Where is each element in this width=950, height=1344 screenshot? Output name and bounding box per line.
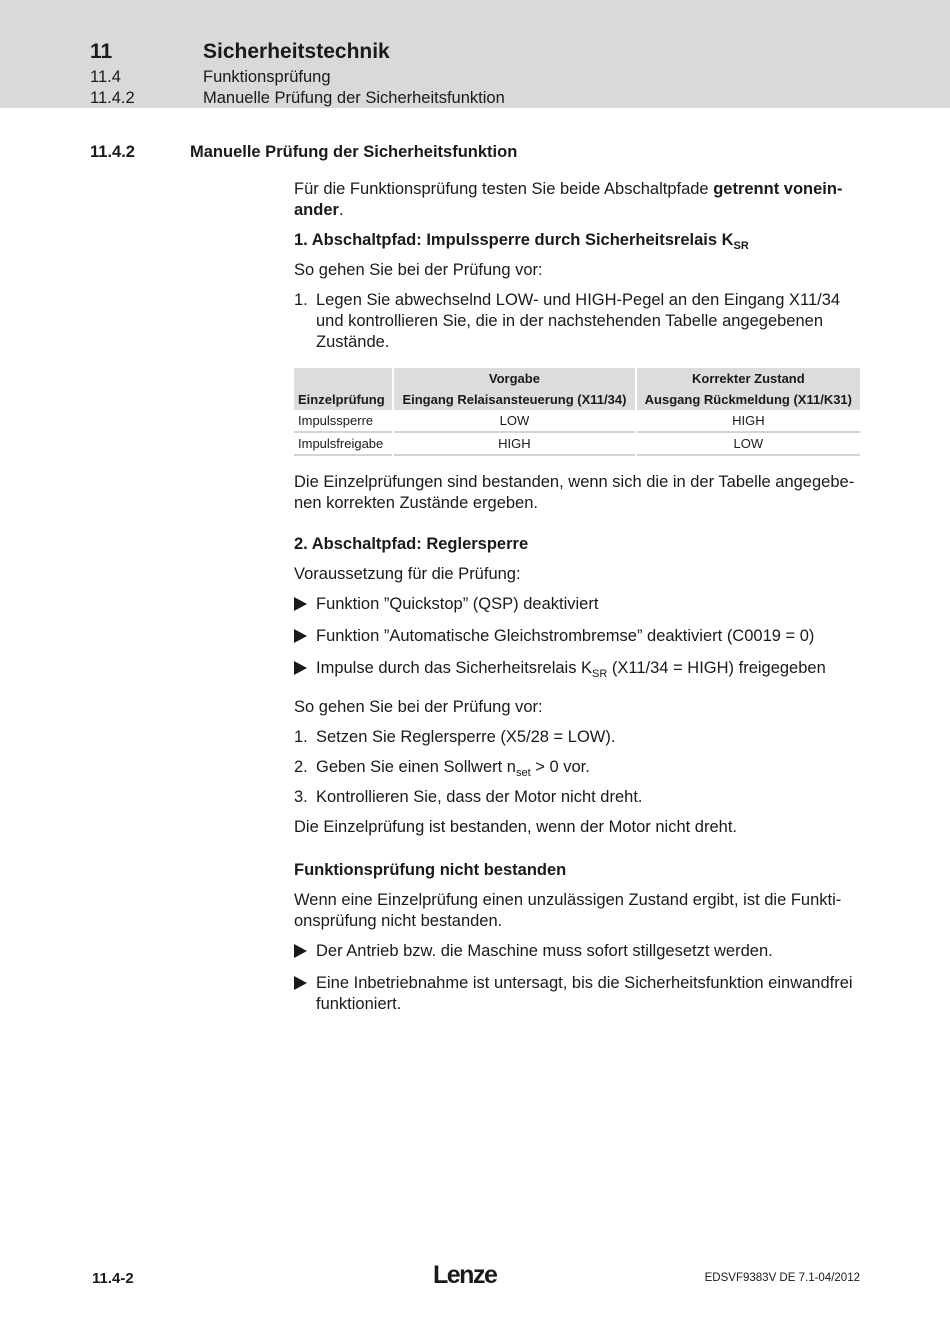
bullet-text: Funktion ”Quickstop” (QSP) deaktiviert <box>316 595 599 613</box>
failed-text: Wenn eine Einzelprüfung einen unzulässigen Zustand ergibt, ist die Funktionsprüfung nicht bestanden. <box>294 891 842 930</box>
section-title-number: 11.4.2 <box>90 143 135 161</box>
table-cell: LOW <box>394 410 635 433</box>
table-cell: Impulssperre <box>294 410 392 433</box>
path2-step <box>294 787 862 808</box>
failed-heading: Funktionsprüfung nicht bestanden <box>294 861 567 879</box>
bullet3-sub: SR <box>592 668 608 680</box>
failed-bullet <box>294 973 862 1015</box>
intro-paragraph <box>294 179 862 221</box>
chapter-number: 11 <box>90 40 113 63</box>
table-col-ausgang: Ausgang Rückmeldung (X11/K31) <box>637 389 860 410</box>
table-group-header <box>294 368 860 389</box>
path2-result: Die Einzelprüfung ist bestanden, wenn der Motor nicht dreht. <box>294 818 738 836</box>
table-group-korrekt: Korrekter Zustand <box>637 368 860 389</box>
section-title-main <box>90 143 517 162</box>
bullet-triangle-icon <box>294 661 307 675</box>
path1-heading-text: 1. Abschaltpfad: Impulssperre durch Sicherheitsrelais K <box>294 231 734 249</box>
table-cell: Impulsfreigabe <box>294 433 392 456</box>
path1-result: Die Einzelprüfungen sind bestanden, wenn sich die in der Tabelle angegebenen korrekten Zustände ergeben. <box>294 473 855 512</box>
step-number: 1. <box>294 291 308 309</box>
path1-heading-sub: SR <box>733 240 749 252</box>
test-table <box>292 368 862 456</box>
table-cell: HIGH <box>394 433 635 456</box>
document-id: EDSVF9383V DE 7.1-04/2012 <box>704 1272 860 1284</box>
subsection-number: 11.4.2 <box>90 89 135 107</box>
step-number: 3. <box>294 788 308 806</box>
path1-step <box>294 290 862 353</box>
step-text: Legen Sie abwechselnd LOW- und HIGH-Pegel an den Eingang X11/34 und kontrollieren Sie, die in der nachstehenden Tabelle angegebenen Zustände. <box>316 291 841 351</box>
bullet-triangle-icon <box>294 976 307 990</box>
chapter-title: Sicherheitstechnik <box>203 40 390 63</box>
prereq-bullet <box>294 658 862 681</box>
prereq-bullet <box>294 594 862 617</box>
bullet-text: Funktion ”Automatische Gleichstrombremse” deaktiviert (C0019 = 0) <box>316 627 815 645</box>
table-group-vorgabe: Vorgabe <box>394 368 635 389</box>
page-number: 11.4-2 <box>92 1270 134 1287</box>
failed-bullet <box>294 941 862 964</box>
subsection-title: Manuelle Prüfung der Sicherheitsfunktion <box>203 89 505 107</box>
step2-sub: set <box>515 767 531 779</box>
section-number: 11.4 <box>90 68 121 86</box>
table-cell: HIGH <box>637 410 860 433</box>
path2-heading: 2. Abschaltpfad: Reglersperre <box>294 535 529 553</box>
table-col-eingang: Eingang Relaisansteuerung (X11/34) <box>394 389 635 410</box>
bullet-text: Der Antrieb bzw. die Maschine muss sofort stillgesetzt werden. <box>316 942 773 960</box>
bullet-triangle-icon <box>294 629 307 643</box>
section-title: Funktionsprüfung <box>203 68 331 86</box>
intro-bold: getrennt voneinander <box>294 180 843 219</box>
path2-step <box>294 757 862 778</box>
page-header <box>0 0 950 108</box>
path2-how: So gehen Sie bei der Prüfung vor: <box>294 698 543 716</box>
table-empty-cell <box>294 368 392 389</box>
logo-text: Lenze <box>433 1261 497 1289</box>
table-column-header <box>294 389 860 410</box>
subsection-heading <box>90 89 505 108</box>
step-number: 1. <box>294 728 308 746</box>
step2-text-a: Geben Sie einen Sollwert n <box>316 758 516 776</box>
step-text: Setzen Sie Reglersperre (X5/28 = LOW). <box>316 728 616 746</box>
lenze-logo <box>433 1261 513 1294</box>
path2-prereq: Voraussetzung für die Prüfung: <box>294 565 521 583</box>
step-text: Kontrollieren Sie, dass der Motor nicht dreht. <box>316 788 643 806</box>
intro-end: . <box>338 201 344 219</box>
bullet-triangle-icon <box>294 944 307 958</box>
path1-how: So gehen Sie bei der Prüfung vor: <box>294 261 543 279</box>
table-row <box>294 433 860 456</box>
step2-text-b: > 0 vor. <box>530 758 590 776</box>
chapter-heading <box>90 40 390 64</box>
path2-step <box>294 727 862 748</box>
table-row <box>294 410 860 433</box>
step-number: 2. <box>294 758 308 776</box>
bullet-triangle-icon <box>294 597 307 611</box>
table-cell: LOW <box>637 433 860 456</box>
step-text <box>316 757 862 778</box>
path1-heading <box>294 230 862 251</box>
bullet-text <box>316 658 862 681</box>
prereq-bullet <box>294 626 862 649</box>
page-content <box>294 179 862 1015</box>
table-col-einzelpruefung: Einzelprüfung <box>294 389 392 410</box>
bullet-text: Eine Inbetriebnahme ist untersagt, bis die Sicherheitsfunktion einwandfrei funktioniert. <box>316 974 853 1013</box>
section-title-text: Manuelle Prüfung der Sicherheitsfunktion <box>190 143 518 161</box>
bullet3-text-a: Impulse durch das Sicherheitsrelais K <box>316 659 593 677</box>
section-heading <box>90 68 331 87</box>
intro-text: Für die Funktionsprüfung testen Sie beide Abschaltpfade <box>294 180 714 198</box>
bullet3-text-b: (X11/34 = HIGH) freigegeben <box>607 659 826 677</box>
